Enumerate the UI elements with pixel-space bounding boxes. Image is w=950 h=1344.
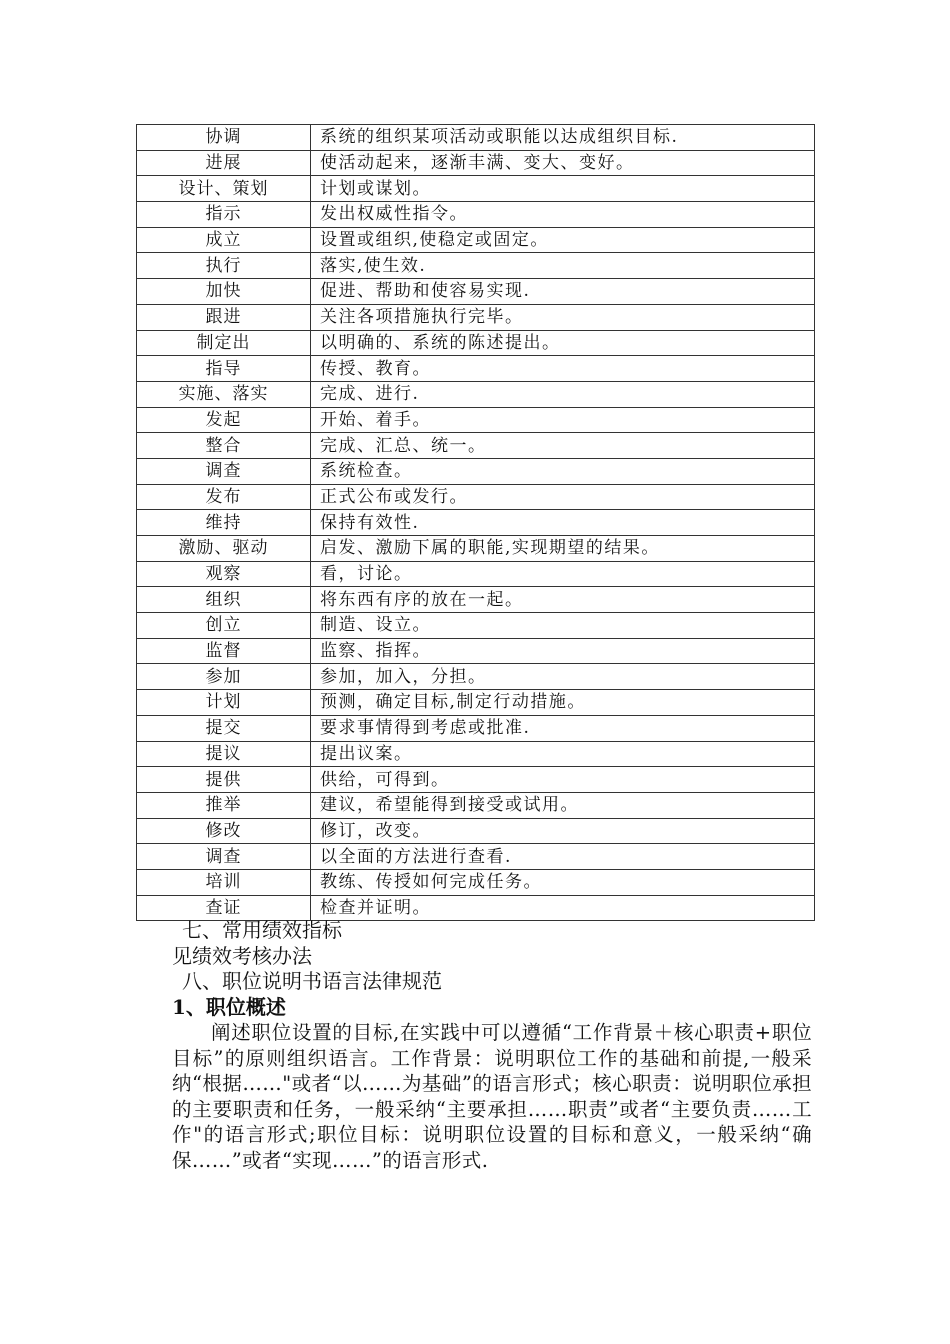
definition-cell: 开始、着手。 [311,407,815,433]
term-cell: 计划 [137,690,311,716]
definition-cell: 计划或谋划。 [311,176,815,202]
text-section [172,918,812,1173]
subsection-1-paragraph: 阐述职位设置的目标,在实践中可以遵循“工作背景＋核心职责+职位目标”的原则组织语言。工作背景：说明职位工作的基础和前提,一般采纳“根据……"或者“以……为基础”的语言形式；核心职责：说明职位承担的主要职责和任务，一般采纳“主要承担……职责”或者“主要负责……工作"的语言形式;职位目标：说明职位设置的目标和意义，一般采纳“确保……”或者“实现……”的语言形式. [172,1021,812,1172]
term-cell: 观察 [137,561,311,587]
term-cell: 监督 [137,638,311,664]
table-row [137,330,815,356]
term-cell: 参加 [137,664,311,690]
definition-cell: 设置或组织,使稳定或固定。 [311,227,815,253]
definition-cell: 正式公布或发行。 [311,484,815,510]
table-row [137,895,815,921]
subsection-1-heading: 1、职位概述 [172,994,286,1019]
term-cell: 整合 [137,433,311,459]
definition-cell: 制造、设立。 [311,613,815,639]
term-cell: 跟进 [137,304,311,330]
table-row [137,510,815,536]
section-8-heading: 八、职位说明书语言法律规范 [182,969,442,993]
term-cell: 提议 [137,741,311,767]
glossary-table [136,124,815,921]
table-row [137,767,815,793]
term-cell: 协调 [137,125,311,151]
term-cell: 提供 [137,767,311,793]
definition-cell: 启发、激励下属的职能,实现期望的结果。 [311,536,815,562]
definition-cell: 发出权威性指令。 [311,202,815,228]
table-row [137,279,815,305]
definition-cell: 提出议案。 [311,741,815,767]
table-row [137,227,815,253]
term-cell: 组织 [137,587,311,613]
table-row [137,613,815,639]
definition-cell: 促进、帮助和使容易实现. [311,279,815,305]
section-7-heading: 七、常用绩效指标 [182,918,342,942]
table-row [137,253,815,279]
table-row [137,202,815,228]
section-7-body: 见绩效考核办法 [172,943,312,968]
definition-cell: 监察、指挥。 [311,638,815,664]
term-cell: 调查 [137,844,311,870]
term-cell: 发起 [137,407,311,433]
definition-cell: 将东西有序的放在一起。 [311,587,815,613]
definition-cell: 以全面的方法进行查看. [311,844,815,870]
table-row [137,150,815,176]
term-cell: 推举 [137,792,311,818]
term-cell: 设计、策划 [137,176,311,202]
definition-cell: 落实,使生效. [311,253,815,279]
table-row [137,433,815,459]
term-cell: 维持 [137,510,311,536]
definition-cell: 以明确的、系统的陈述提出。 [311,330,815,356]
table-row [137,638,815,664]
definition-cell: 供给，可得到。 [311,767,815,793]
table-row [137,818,815,844]
table-row [137,304,815,330]
term-cell: 提交 [137,715,311,741]
table-row [137,407,815,433]
definition-cell: 使活动起来，逐渐丰满、变大、变好。 [311,150,815,176]
definition-cell: 完成、进行. [311,381,815,407]
definition-cell: 保持有效性. [311,510,815,536]
table-row [137,792,815,818]
table-row [137,484,815,510]
definition-cell: 建议，希望能得到接受或试用。 [311,792,815,818]
table-row [137,587,815,613]
table-row [137,381,815,407]
glossary-table-body [137,125,815,921]
definition-cell: 预测，确定目标,制定行动措施。 [311,690,815,716]
definition-cell: 传授、教育。 [311,356,815,382]
term-cell: 制定出 [137,330,311,356]
term-cell: 发布 [137,484,311,510]
definition-cell: 系统的组织某项活动或职能以达成组织目标. [311,125,815,151]
definition-cell: 系统检查。 [311,458,815,484]
term-cell: 加快 [137,279,311,305]
term-cell: 成立 [137,227,311,253]
table-row [137,715,815,741]
table-row [137,125,815,151]
definition-cell: 修订，改变。 [311,818,815,844]
definition-cell: 看，讨论。 [311,561,815,587]
term-cell: 执行 [137,253,311,279]
term-cell: 实施、落实 [137,381,311,407]
table-row [137,741,815,767]
definition-cell: 教练、传授如何完成任务。 [311,869,815,895]
term-cell: 培训 [137,869,311,895]
definition-cell: 参加，加入，分担。 [311,664,815,690]
table-row [137,869,815,895]
term-cell: 指示 [137,202,311,228]
definition-cell: 完成、汇总、统一。 [311,433,815,459]
table-row [137,664,815,690]
definition-cell: 关注各项措施执行完毕。 [311,304,815,330]
table-row [137,356,815,382]
table-row [137,690,815,716]
table-row [137,176,815,202]
term-cell: 调查 [137,458,311,484]
term-cell: 激励、驱动 [137,536,311,562]
term-cell: 创立 [137,613,311,639]
definition-cell: 要求事情得到考虑或批准. [311,715,815,741]
term-cell: 查证 [137,895,311,921]
term-cell: 指导 [137,356,311,382]
table-row [137,536,815,562]
table-row [137,458,815,484]
definition-cell: 检查并证明。 [311,895,815,921]
table-row [137,561,815,587]
term-cell: 进展 [137,150,311,176]
table-row [137,844,815,870]
term-cell: 修改 [137,818,311,844]
